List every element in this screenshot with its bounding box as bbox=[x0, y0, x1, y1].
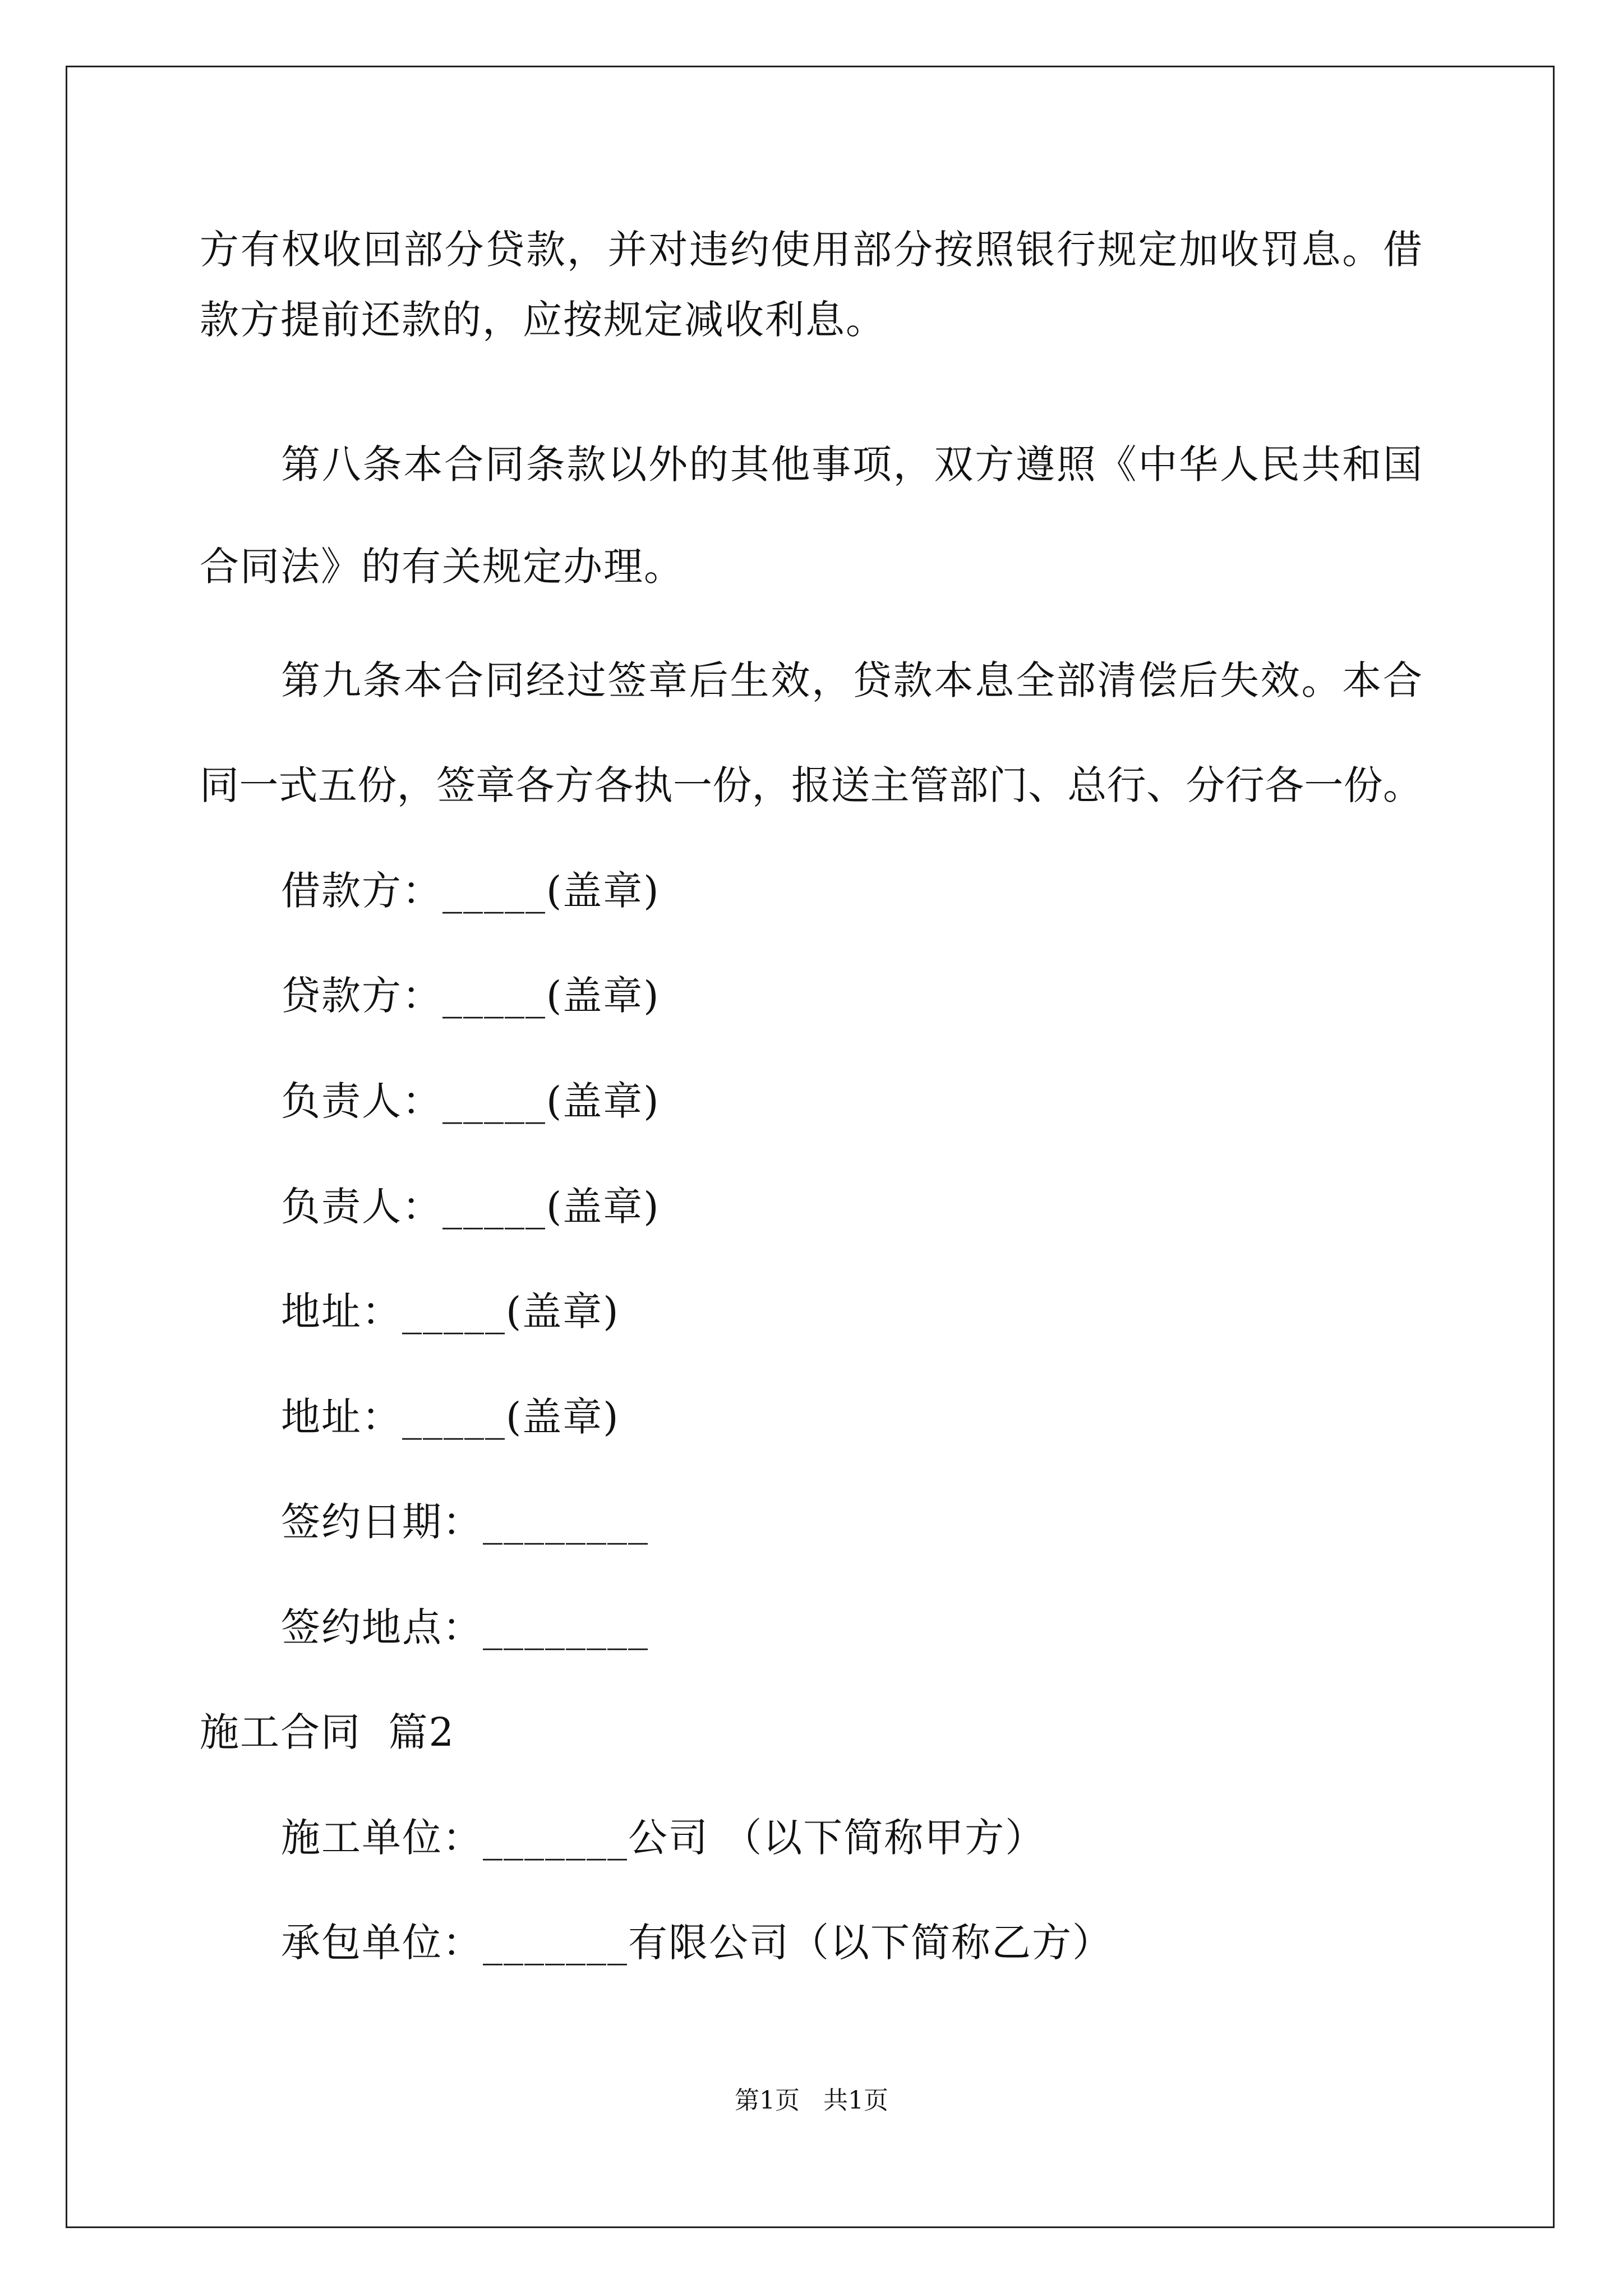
paragraph-2-line-1: 第八条本合同条款以外的其他事项，双方遵照《中华人民共和国 bbox=[281, 441, 1422, 487]
paragraph-1-line-1: 方有权收回部分贷款，并对违约使用部分按照银行规定加收罚息。借 bbox=[200, 227, 1422, 273]
signature-responsible-person-2: 负责人：_____(盖章) bbox=[281, 1184, 660, 1230]
signature-responsible-person-1: 负责人：_____(盖章) bbox=[281, 1078, 660, 1124]
section-title: 施工合同 篇2 bbox=[200, 1709, 455, 1755]
paragraph-1-line-2: 款方提前还款的，应按规定减收利息。 bbox=[200, 297, 886, 343]
page-footer: 第1页 共1页 bbox=[735, 2086, 888, 2115]
signing-place: 签约地点：________ bbox=[281, 1604, 649, 1650]
page-border bbox=[66, 66, 1555, 2228]
signature-lender: 贷款方：_____(盖章) bbox=[281, 973, 660, 1019]
signing-date: 签约日期：________ bbox=[281, 1499, 649, 1545]
paragraph-3-line-1: 第九条本合同经过签章后生效，贷款本息全部清偿后失效。本合 bbox=[281, 657, 1422, 703]
signature-borrower: 借款方：_____(盖章) bbox=[281, 868, 660, 914]
party-b-line: 承包单位：_______有限公司（以下简称乙方） bbox=[281, 1920, 1113, 1966]
paragraph-3-line-2: 同一式五份，签章各方各执一份，报送主管部门、总行、分行各一份。 bbox=[200, 762, 1422, 808]
signature-address-1: 地址：_____(盖章) bbox=[281, 1289, 620, 1335]
paragraph-2-line-2: 合同法》的有关规定办理。 bbox=[200, 544, 684, 590]
party-a-line: 施工单位：_______公司 （以下简称甲方） bbox=[281, 1815, 1046, 1861]
signature-address-2: 地址：_____(盖章) bbox=[281, 1394, 620, 1440]
